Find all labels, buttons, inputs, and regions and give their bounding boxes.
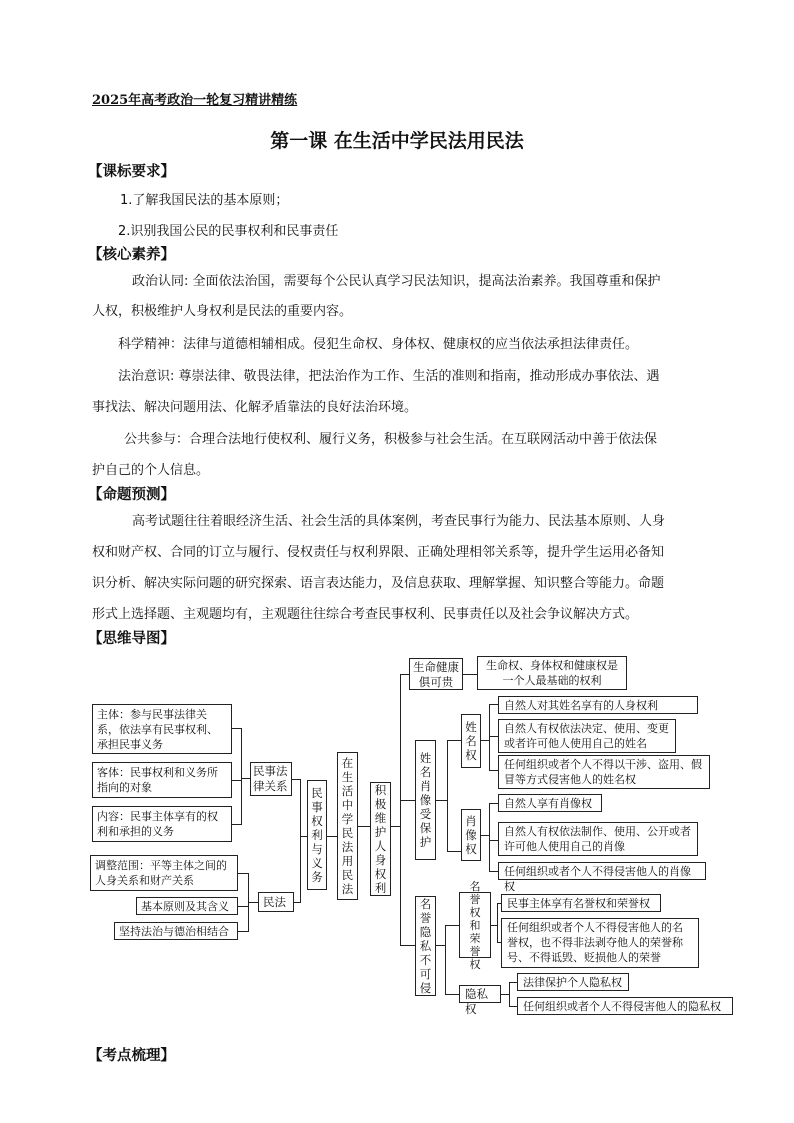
hexin-para-4-line-2: 护自己的个人信息。 — [92, 463, 210, 478]
mindmap-xingming-xiaoxiang: 姓名肖像受保护 — [415, 740, 436, 860]
mingti-line-1: 高考试题往往着眼经济生活、社会生活的具体案例，考查民事行为能力、民法基本原则、人身 — [132, 514, 666, 529]
mindmap-mingyu-yinsi: 名誉隐私不可侵 — [415, 896, 436, 996]
section-heading-hexin: 【核心素养】 — [88, 247, 175, 263]
mindmap-xiaoxiang-item-2: 自然人有权依法制作、使用、公开或者许可他人使用自己的肖像 — [498, 822, 698, 856]
hexin-para-1-line-1: 政治认同: 全面依法治国，需要每个公民认真学习民法知识，提高法治素养。我国尊重和保护 — [132, 274, 661, 289]
mindmap-shengming-detail: 生命权、身体权和健康权是一个人最基础的权利 — [477, 656, 627, 690]
hexin-para-2: 科学精神：法律与道德相辅相成。侵犯生命权、身体权、健康权的应当依法承担法律责任。 — [118, 337, 639, 352]
mindmap-xiaoxiangquan: 肖像权 — [461, 809, 481, 861]
hexin-para-1-line-2: 人权，积极维护人身权利是民法的重要内容。 — [92, 304, 353, 319]
kebiao-item-1: 1.了解我国民法的基本原则； — [120, 193, 289, 208]
hexin-para-4-line-1: 公共参与：合理合法地行使权利、履行义务，积极参与社会生活。在互联网活动中善于依法保 — [124, 432, 658, 447]
section-heading-kaodian: 【考点梳理】 — [88, 1048, 175, 1064]
mindmap-shengming: 生命健康俱可贵 — [409, 658, 463, 690]
mindmap-keti: 客体：民事权利和义务所指向的对象 — [92, 762, 232, 798]
mindmap-center-topic: 在生活中学民法用民法 — [337, 752, 358, 900]
mindmap-xingming-item-2: 自然人有权依法决定、使用、变更或者许可他人使用自己的姓名 — [498, 719, 676, 753]
mindmap-minfa: 民法 — [258, 892, 294, 912]
mindmap-yinsiquan: 隐私权 — [459, 985, 501, 1003]
document-header-title: 2025年高考政治一轮复习精讲精练 — [92, 93, 298, 108]
section-heading-kebiao: 【课标要求】 — [88, 164, 175, 180]
hexin-para-3-line-1: 法治意识: 尊崇法律、敬畏法律，把法治作为工作、生活的准则和指南，推动形成办事依法、遇 — [118, 369, 660, 384]
section-heading-mingti: 【命题预测】 — [88, 487, 175, 503]
mindmap-mingyu-item-1: 民事主体享有名誉权和荣誉权 — [501, 894, 661, 912]
mindmap-xingmingquan: 姓名权 — [461, 714, 481, 768]
mindmap-xiaoxiang-item-3: 任何组织或者个人不得侵害他人的肖像权 — [498, 862, 706, 880]
mindmap-yinsi-item-2: 任何组织或者个人不得侵害他人的隐私权 — [517, 997, 733, 1015]
lesson-title: 第一课 在生活中学民法用民法 — [270, 130, 524, 152]
mingti-line-4: 形式上选择题、主观题均有，主观题往往综合考查民事权利、民事责任以及社会争议解决方式。 — [92, 607, 639, 622]
mindmap-yinsi-item-1: 法律保护个人隐私权 — [517, 973, 629, 991]
hexin-para-3-line-2: 事找法、解决问题用法、化解矛盾靠法的良好法治环境。 — [92, 400, 418, 415]
mindmap-xingming-item-1: 自然人对其姓名享有的人身权利 — [498, 696, 698, 714]
mindmap-mingyu-rongyu: 名誉权和荣誉权 — [459, 892, 491, 958]
mindmap-minshi-quanli-yiwu: 民事权利与义务 — [307, 780, 327, 890]
section-heading-siwei: 【思维导图】 — [88, 631, 175, 647]
mindmap-zhuti: 主体：参与民事法律关系，依法享有民事权利、承担民事义务 — [92, 704, 232, 754]
mindmap-xingming-item-3: 任何组织或者个人不得以干涉、盗用、假冒等方式侵害他人的姓名权 — [498, 755, 710, 789]
mindmap-jiji-weihu: 积极维护人身权利 — [370, 782, 391, 896]
mingti-line-2: 权和财产权、合同的订立与履行、侵权责任与权利界限、正确处理相邻关系等，提升学生运用必备知 — [92, 545, 665, 560]
mindmap-tiaozheng: 调整范围：平等主体之间的人身关系和财产关系 — [90, 855, 238, 891]
mindmap-yuanze: 基本原则及其含义 — [136, 897, 238, 915]
mindmap-neirong: 内容：民事主体享有的权利和承担的义务 — [92, 806, 232, 842]
mindmap-mingyu-item-2: 任何组织或者个人不得侵害他人的名誉权，也不得非法剥夺他人的荣誉称号、不得诋毁、贬损他人的荣誉 — [501, 918, 699, 968]
mingti-line-3: 识分析、解决实际问题的研究探索、语言表达能力，及信息获取、理解掌握、知识整合等能力。命题 — [92, 576, 665, 591]
mindmap-jiehe: 坚持法治与德治相结合 — [114, 922, 238, 940]
kebiao-item-2: 2.识别我国公民的民事权利和民事责任 — [118, 224, 339, 239]
mindmap-xiaoxiang-item-1: 自然人享有肖像权 — [498, 794, 602, 812]
mindmap-minshi-falv-guanxi: 民事法律关系 — [250, 762, 292, 796]
